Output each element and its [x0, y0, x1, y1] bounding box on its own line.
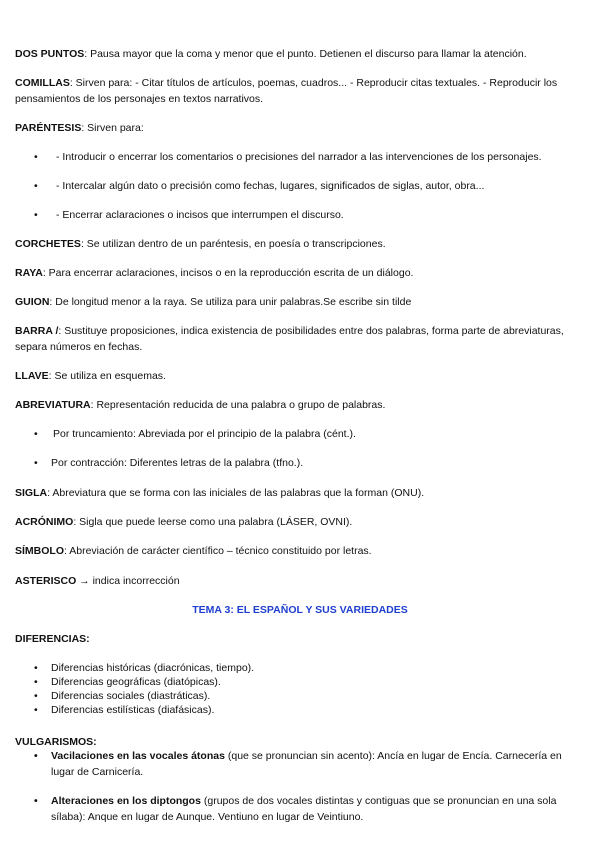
entry-text: : Pausa mayor que la coma y menor que el punto. Detienen el discurso para llamar la atención.	[84, 48, 527, 60]
list-item-text: Diferencias históricas (diacrónicas, tiempo).	[51, 662, 255, 674]
entry-term: LLAVE	[15, 370, 49, 382]
vulgarismo-text: (grupos de dos vocales distintas y contiguas que se pronuncian en una sola sílaba): Anque en lugar de Aunque. Ventiuno en lugar de Veintiuno.	[51, 795, 557, 823]
list-item-text: - Introducir o encerrar los comentarios o precisiones del narrador a las intervenciones de los personajes.	[56, 151, 542, 163]
entry-parentesis	[15, 120, 585, 136]
list-item-text: Diferencias geográficas (diatópicas).	[51, 676, 221, 688]
entry-term: ASTERISCO	[15, 575, 77, 587]
entry-term: BARRA /	[15, 325, 59, 337]
list-item-text	[51, 793, 579, 825]
entry-text: : Sustituye proposiciones, indica existencia de posibilidades entre dos palabras, forma parte de abreviaturas, separa números en fechas.	[15, 325, 564, 353]
entry-simbolo	[15, 543, 585, 559]
vulgarismos-heading: VULGARISMOS:	[15, 736, 97, 748]
entry-llave	[15, 368, 585, 384]
entry-text: : Abreviatura que se forma con las iniciales de las palabras que la forman (ONU).	[47, 487, 425, 499]
vulgarismo-term: Alteraciones en los diptongos	[51, 795, 201, 807]
entry-asterisco	[15, 573, 585, 589]
bullet-icon: •	[34, 428, 38, 440]
entry-text: : Se utiliza en esquemas.	[48, 370, 166, 382]
bullet-icon: •	[34, 151, 38, 163]
entry-text: : Sirven para:	[81, 122, 144, 134]
list-item-text: - Intercalar algún dato o precisión como fechas, lugares, significados de siglas, autor, obra...	[56, 180, 485, 192]
entry-barra	[15, 323, 585, 355]
entry-term: RAYA	[15, 267, 43, 279]
entry-raya	[15, 265, 585, 281]
entry-acronimo	[15, 514, 585, 530]
list-item-text: Diferencias estilísticas (diafásicas).	[51, 704, 215, 716]
bullet-icon: •	[34, 676, 38, 688]
entry-term: SÍMBOLO	[15, 545, 64, 557]
diferencias-heading: DIFERENCIAS:	[15, 633, 90, 645]
entry-text: : Abreviación de carácter científico – técnico constituido por letras.	[64, 545, 372, 557]
vulgarismo-term: Vacilaciones en las vocales átonas	[51, 750, 225, 762]
entry-term: SIGLA	[15, 487, 48, 499]
bullet-icon: •	[34, 690, 38, 702]
list-item-text: Por contracción: Diferentes letras de la palabra (tfno.).	[51, 457, 304, 469]
entry-text: : Sigla que puede leerse como una palabra (LÁSER, OVNI).	[73, 516, 353, 528]
bullet-icon: •	[34, 457, 38, 469]
entry-guion	[15, 294, 585, 310]
list-item-text: - Encerrar aclaraciones o incisos que interrumpen el discurso.	[56, 209, 344, 221]
entry-text: : Para encerrar aclaraciones, incisos o en la reproducción escrita de un diálogo.	[42, 267, 414, 279]
entry-sigla	[15, 485, 585, 501]
entry-text: : Representación reducida de una palabra o grupo de palabras.	[90, 399, 386, 411]
entry-term: COMILLAS	[15, 77, 70, 89]
entry-term: CORCHETES	[15, 238, 81, 250]
list-item-text: Diferencias sociales (diastráticas).	[51, 690, 211, 702]
section-title: TEMA 3: EL ESPAÑOL Y SUS VARIEDADES	[192, 604, 408, 616]
entry-comillas	[15, 75, 585, 107]
entry-term: ABREVIATURA	[15, 399, 91, 411]
entry-corchetes	[15, 236, 585, 252]
entry-dos-puntos	[15, 46, 585, 62]
bullet-icon: •	[34, 662, 38, 674]
entry-text: : Se utilizan dentro de un paréntesis, en poesía o transcripciones.	[80, 238, 386, 250]
entry-term: DOS PUNTOS	[15, 48, 85, 60]
vulgarismo-text: (que se pronuncian sin acento): Ancía en lugar de Encía. Carnecería en lugar de Carnicería.	[51, 750, 562, 778]
entry-term: GUION	[15, 296, 50, 308]
entry-term: ACRÓNIMO	[15, 516, 74, 528]
bullet-icon: •	[34, 209, 38, 221]
list-item-text: Por truncamiento: Abreviada por el principio de la palabra (cént.).	[53, 428, 356, 440]
entry-text: : Sirven para: - Citar títulos de artículos, poemas, cuadros... - Reproducir citas textuales. - Reproducir los pensamientos de los personajes en textos narrativos.	[15, 77, 558, 105]
entry-text: : De longitud menor a la raya. Se utiliza para unir palabras.Se escribe sin tilde	[49, 296, 412, 308]
entry-term: PARÉNTESIS	[15, 122, 82, 134]
list-item-text	[51, 748, 579, 780]
bullet-icon: •	[34, 750, 38, 762]
bullet-icon: •	[34, 180, 38, 192]
entry-abreviatura	[15, 397, 585, 413]
bullet-icon: •	[34, 795, 38, 807]
entry-text: → indica incorrección	[76, 575, 180, 587]
bullet-icon: •	[34, 704, 38, 716]
